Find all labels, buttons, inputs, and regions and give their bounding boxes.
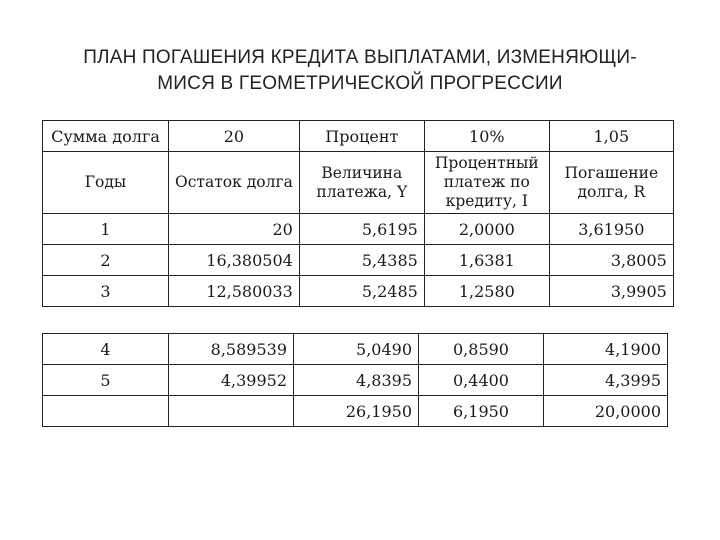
header-interest-line-2: платеж по [443, 173, 530, 191]
ratio-value-cell: 1,05 [549, 121, 673, 152]
debt-value-cell: 20 [169, 121, 300, 152]
interest-cell: 1,2580 [424, 276, 549, 307]
header-payment-line-2: платежа, Y [316, 182, 408, 201]
header-principal [549, 152, 673, 214]
header-interest-line-3: кредиту, I [445, 192, 528, 210]
header-principal-line-1: Погашение [564, 163, 659, 182]
total-payment-cell: 26,1950 [294, 396, 419, 427]
year-cell: 3 [43, 276, 169, 307]
totals-row [43, 396, 668, 427]
principal-cell: 4,1900 [544, 334, 668, 365]
title-line-2: МИСЯ В ГЕОМЕТРИЧЕСКОЙ ПРОГРЕССИИ [157, 73, 563, 94]
payment-cell: 5,0490 [294, 334, 419, 365]
balance-cell: 16,380504 [169, 245, 300, 276]
header-years: Годы [43, 152, 169, 214]
interest-cell: 1,6381 [424, 245, 549, 276]
repayment-table-bottom [42, 333, 668, 427]
interest-cell: 0,8590 [419, 334, 544, 365]
header-payment-line-1: Величина [321, 163, 403, 182]
payment-cell: 5,4385 [299, 245, 424, 276]
rate-value-cell: 10% [424, 121, 549, 152]
debt-label-cell: Сумма долга [43, 121, 169, 152]
balance-cell: 4,39952 [169, 365, 294, 396]
interest-cell: 2,0000 [424, 214, 549, 245]
principal-cell: 3,8005 [549, 245, 673, 276]
year-cell: 5 [43, 365, 169, 396]
table-row [43, 245, 674, 276]
totals-empty-cell [169, 396, 294, 427]
repayment-table-top [42, 120, 674, 307]
header-principal-line-2: долга, R [577, 182, 646, 201]
title-line-1: ПЛАН ПОГАШЕНИЯ КРЕДИТА ВЫПЛАТАМИ, ИЗМЕНЯЮЩИ- [83, 47, 637, 68]
principal-cell: 4,3995 [544, 365, 668, 396]
total-principal-cell: 20,0000 [544, 396, 668, 427]
year-cell: 2 [43, 245, 169, 276]
year-cell: 1 [43, 214, 169, 245]
total-interest-cell: 6,1950 [419, 396, 544, 427]
header-balance: Остаток долга [169, 152, 300, 214]
header-payment [299, 152, 424, 214]
table-row [43, 276, 674, 307]
page-title [0, 45, 720, 97]
table-row [43, 334, 668, 365]
table-row [43, 214, 674, 245]
balance-cell: 8,589539 [169, 334, 294, 365]
rate-label-cell: Процент [299, 121, 424, 152]
header-row [43, 152, 674, 214]
interest-cell: 0,4400 [419, 365, 544, 396]
principal-cell: 3,9905 [549, 276, 673, 307]
payment-cell: 4,8395 [294, 365, 419, 396]
totals-empty-cell [43, 396, 169, 427]
payment-cell: 5,2485 [299, 276, 424, 307]
payment-cell: 5,6195 [299, 214, 424, 245]
balance-cell: 20 [169, 214, 300, 245]
header-interest [424, 152, 549, 214]
header-interest-line-1: Процентный [434, 154, 539, 172]
principal-cell: 3,61950 [549, 214, 673, 245]
params-row [43, 121, 674, 152]
balance-cell: 12,580033 [169, 276, 300, 307]
table-row [43, 365, 668, 396]
year-cell: 4 [43, 334, 169, 365]
